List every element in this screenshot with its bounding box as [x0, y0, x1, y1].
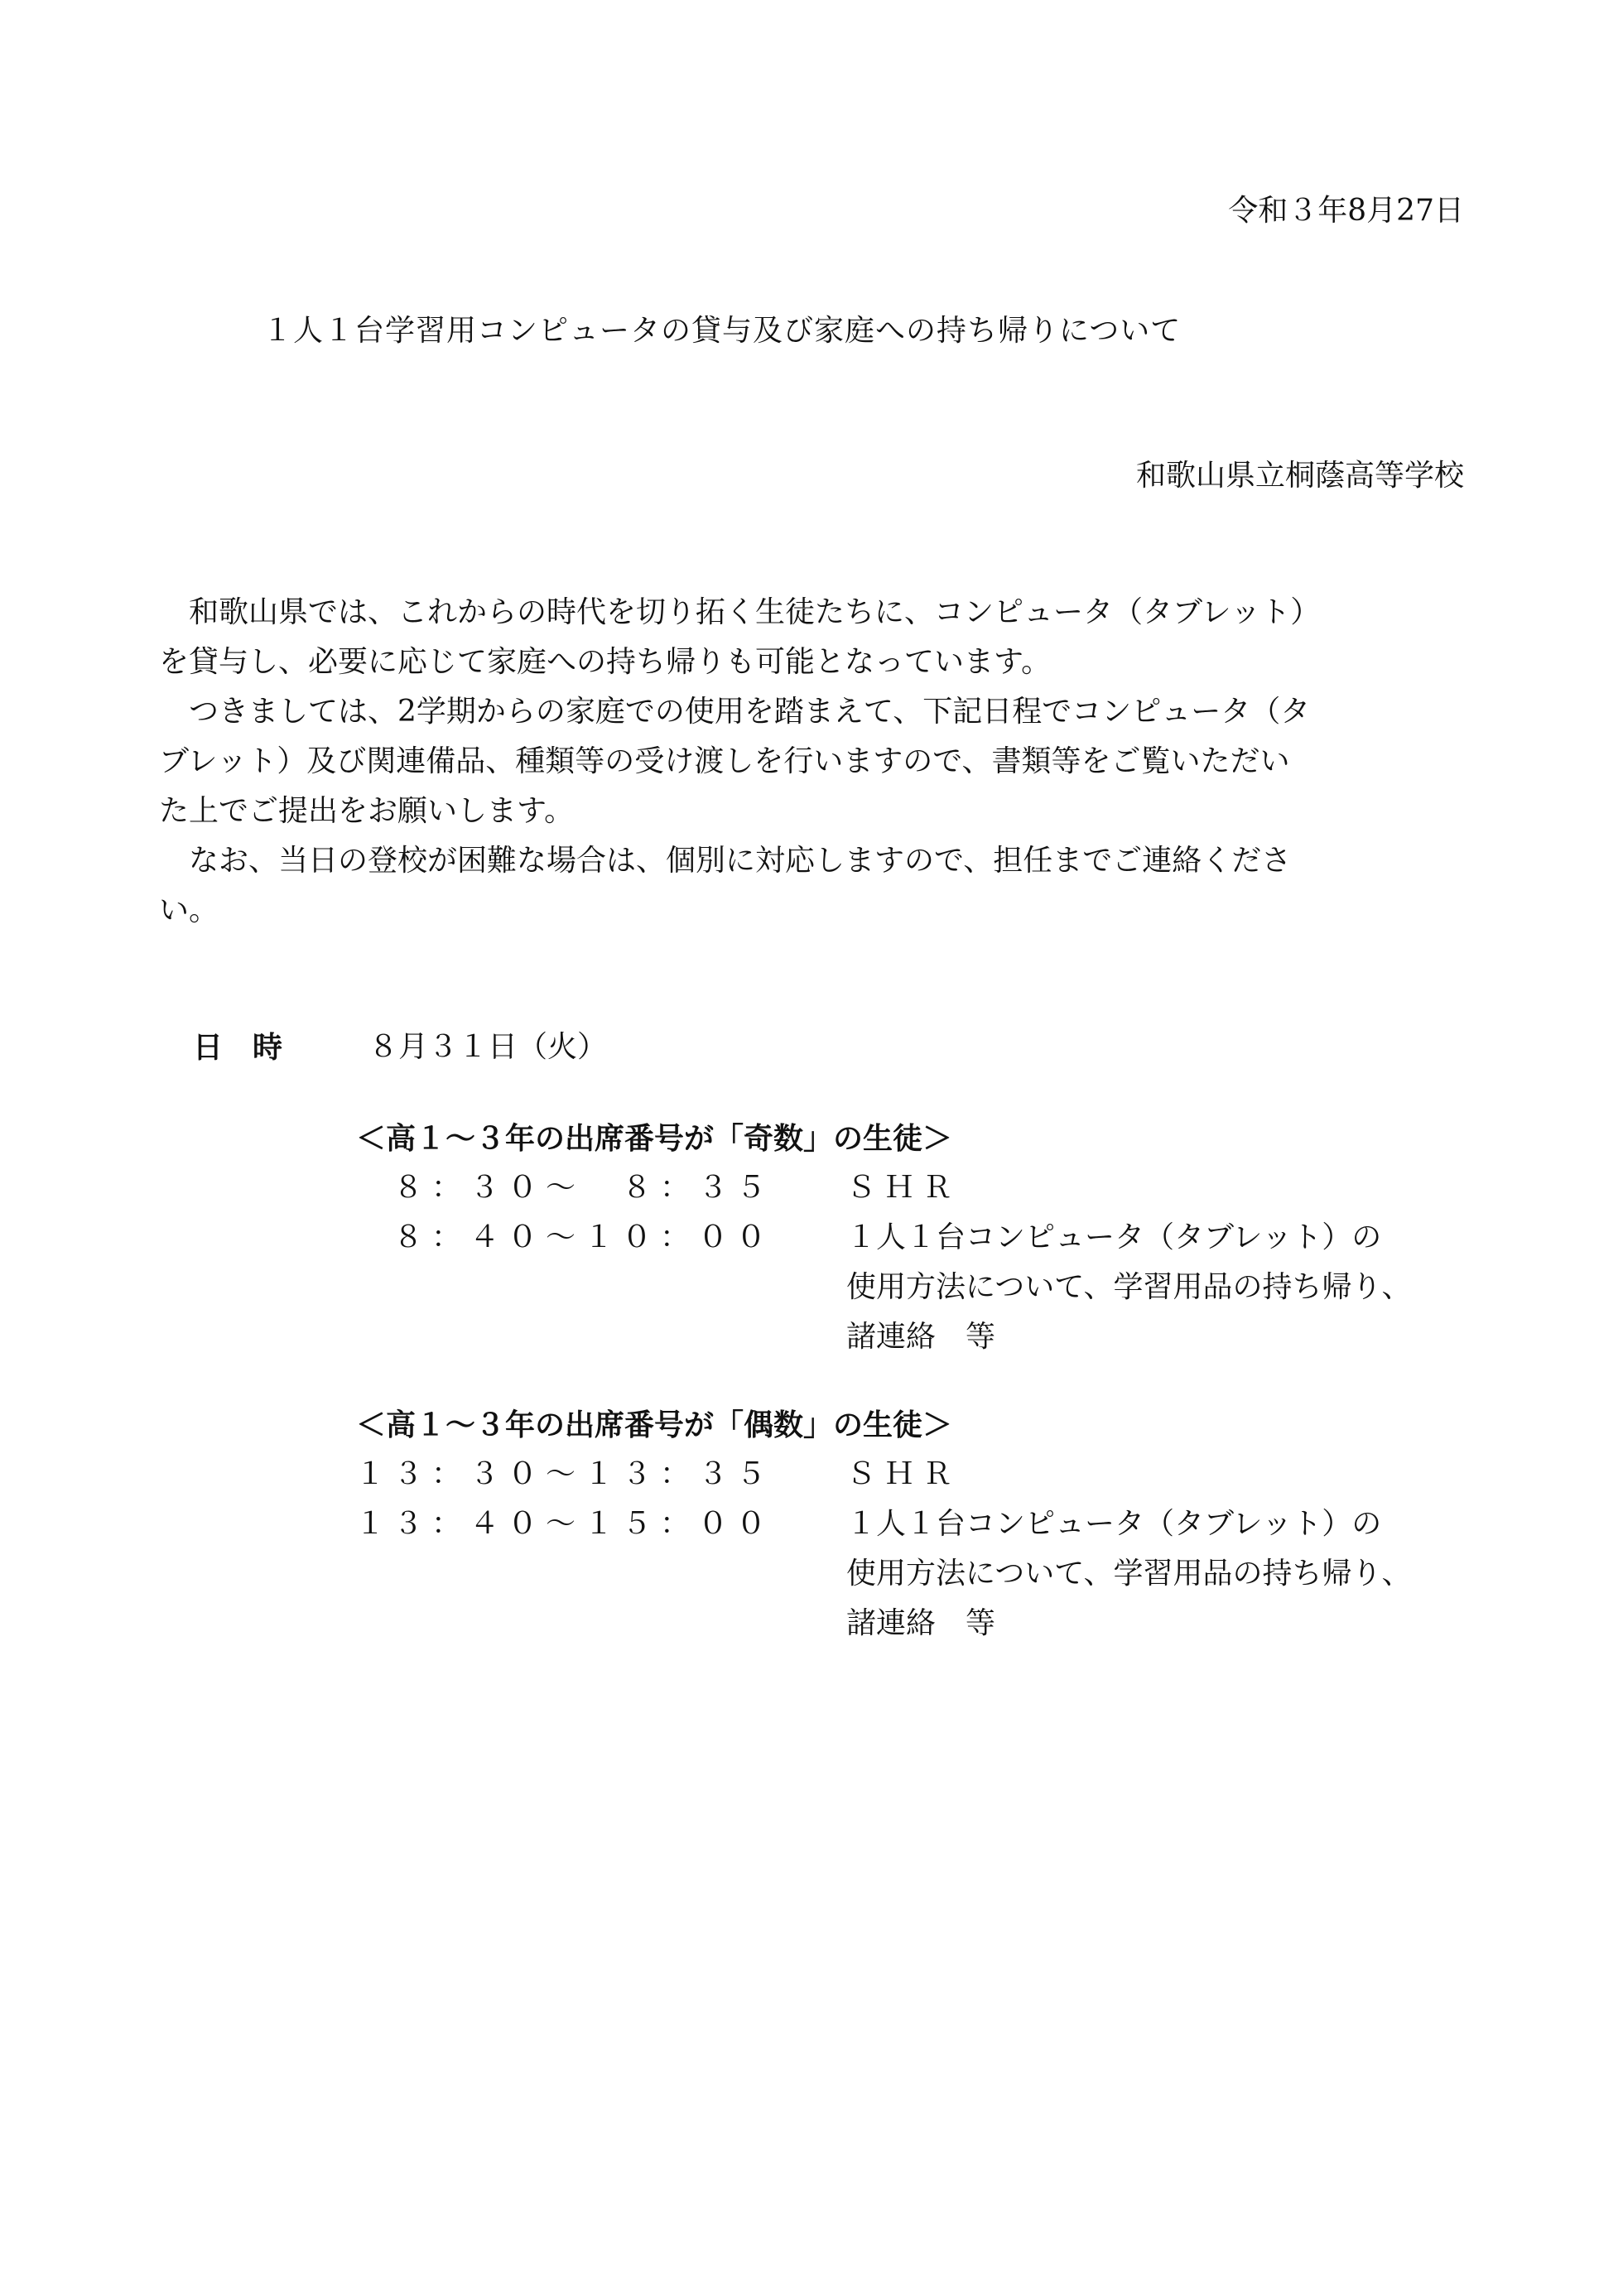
slot-description: ＳＨＲ	[846, 1171, 961, 1205]
document-date: 令和３年8月27日	[1228, 194, 1464, 228]
paragraph-2-line-1	[159, 690, 1464, 734]
slot-description: 使用方法について、学習用品の持ち帰り、	[846, 1270, 1412, 1304]
document-title: １人１台学習用コンピュータの貸与及び家庭への持ち帰りについて	[262, 314, 1182, 348]
slot-description: 使用方法について、学習用品の持ち帰り、	[846, 1557, 1412, 1591]
slot-description: １人１台コンピュータ（タブレット）の	[846, 1220, 1382, 1254]
paragraph-3-line-1	[159, 839, 1464, 883]
slot-description: 諸連絡 等	[846, 1320, 996, 1354]
paragraph-text: なお、当日の登校が困難な場合は、個別に対応しますので、担任までご連絡くださ	[189, 844, 1292, 878]
slot-description: １人１台コンピュータ（タブレット）の	[846, 1507, 1382, 1541]
paragraph-1-line-2: を貸与し、必要に応じて家庭への持ち帰りも可能となっています。	[159, 645, 1052, 679]
slot-description: ＳＨＲ	[846, 1457, 961, 1491]
paragraph-2-line-3: た上でご提出をお願いします。	[159, 794, 575, 828]
schedule-label: 日 時	[193, 1030, 283, 1065]
group-heading-even: ＜高１～３年の出席番号が「偶数」の生徒＞	[356, 1408, 953, 1442]
paragraph-1-line-1	[159, 590, 1464, 635]
paragraph-2-line-2: ブレット）及び関連備品、種類等の受け渡しを行いますので、書類等をご覧いただい	[159, 744, 1290, 778]
issuer-name: 和歌山県立桐蔭高等学校	[1135, 459, 1464, 493]
paragraph-text: つきましては、2学期からの家庭での使用を踏まえて、下記日程でコンピュータ（タ	[189, 695, 1311, 729]
slot-description: 諸連絡 等	[846, 1606, 996, 1640]
group-heading-odd: ＜高１～３年の出席番号が「奇数」の生徒＞	[356, 1121, 953, 1156]
schedule-date: ８月３１日（火）	[368, 1030, 608, 1064]
paragraph-3-line-2: い。	[159, 893, 219, 927]
paragraph-text: 和歌山県では、これからの時代を切り拓く生徒たちに、コンピュータ（タブレット）	[189, 595, 1321, 629]
time-slot: １３：３０～１３：３５	[354, 1457, 774, 1491]
time-slot: ８：３０～ ８：３５	[393, 1171, 774, 1205]
time-slot: ８：４０～１０：００	[393, 1220, 774, 1254]
time-slot: １３：４０～１５：００	[354, 1507, 774, 1541]
